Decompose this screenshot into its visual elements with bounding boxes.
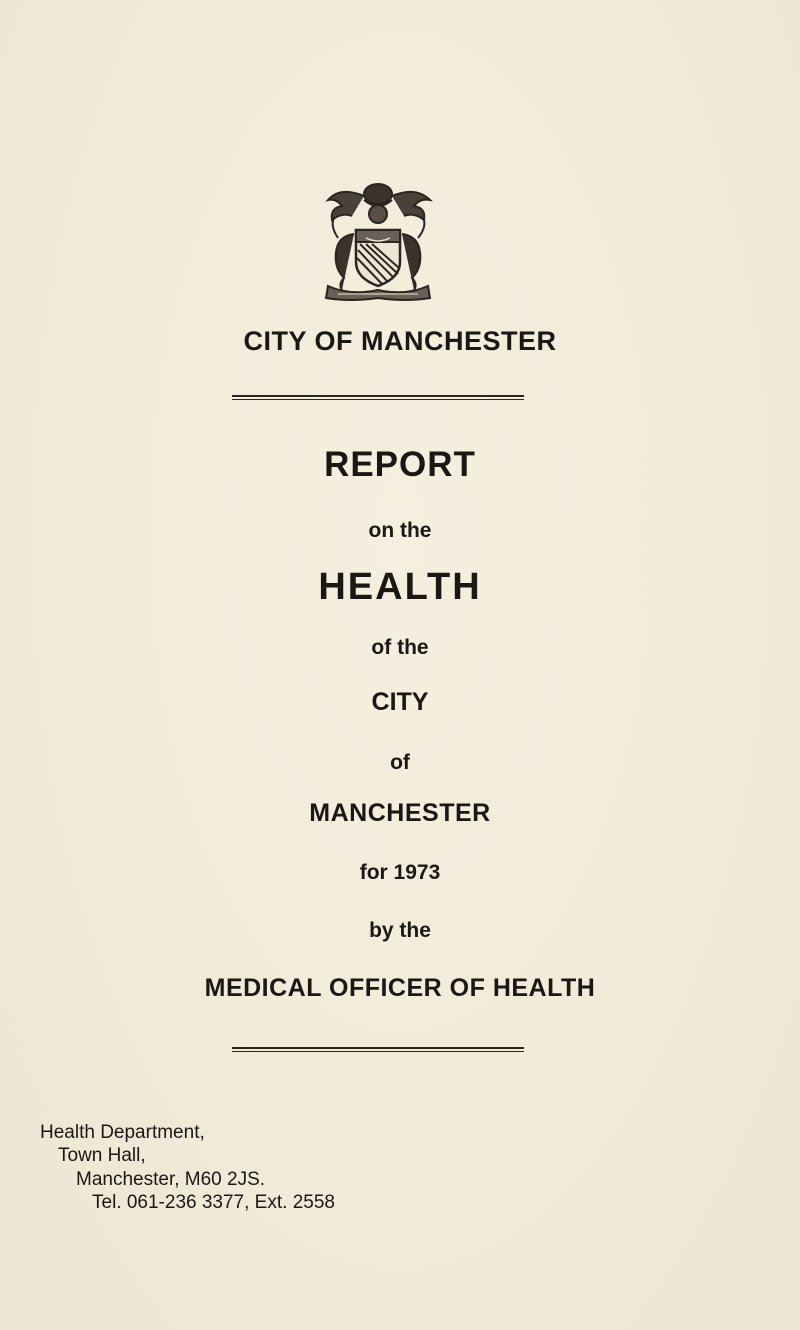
title-report: REPORT xyxy=(324,445,476,484)
coat-of-arms-icon xyxy=(320,178,436,302)
address-line-city: Manchester, M60 2JS. xyxy=(76,1169,266,1190)
title-health: HEALTH xyxy=(318,566,482,608)
title-of-the: of the xyxy=(371,636,429,659)
title-by-the: by the xyxy=(369,919,431,942)
title-of: of xyxy=(390,751,410,774)
title-manchester: MANCHESTER xyxy=(309,799,491,827)
divider-rule-top xyxy=(232,395,524,400)
address-line-building: Town Hall, xyxy=(58,1145,146,1166)
city-title: CITY OF MANCHESTER xyxy=(243,326,557,356)
title-city: CITY xyxy=(371,688,429,716)
title-author: MEDICAL OFFICER OF HEALTH xyxy=(204,974,596,1002)
title-on-the: on the xyxy=(368,519,432,542)
divider-rule-bottom xyxy=(232,1047,524,1052)
title-year: for 1973 xyxy=(359,861,441,884)
address-line-department: Health Department, xyxy=(40,1122,205,1143)
address-line-telephone: Tel. 061-236 3377, Ext. 2558 xyxy=(92,1192,335,1213)
